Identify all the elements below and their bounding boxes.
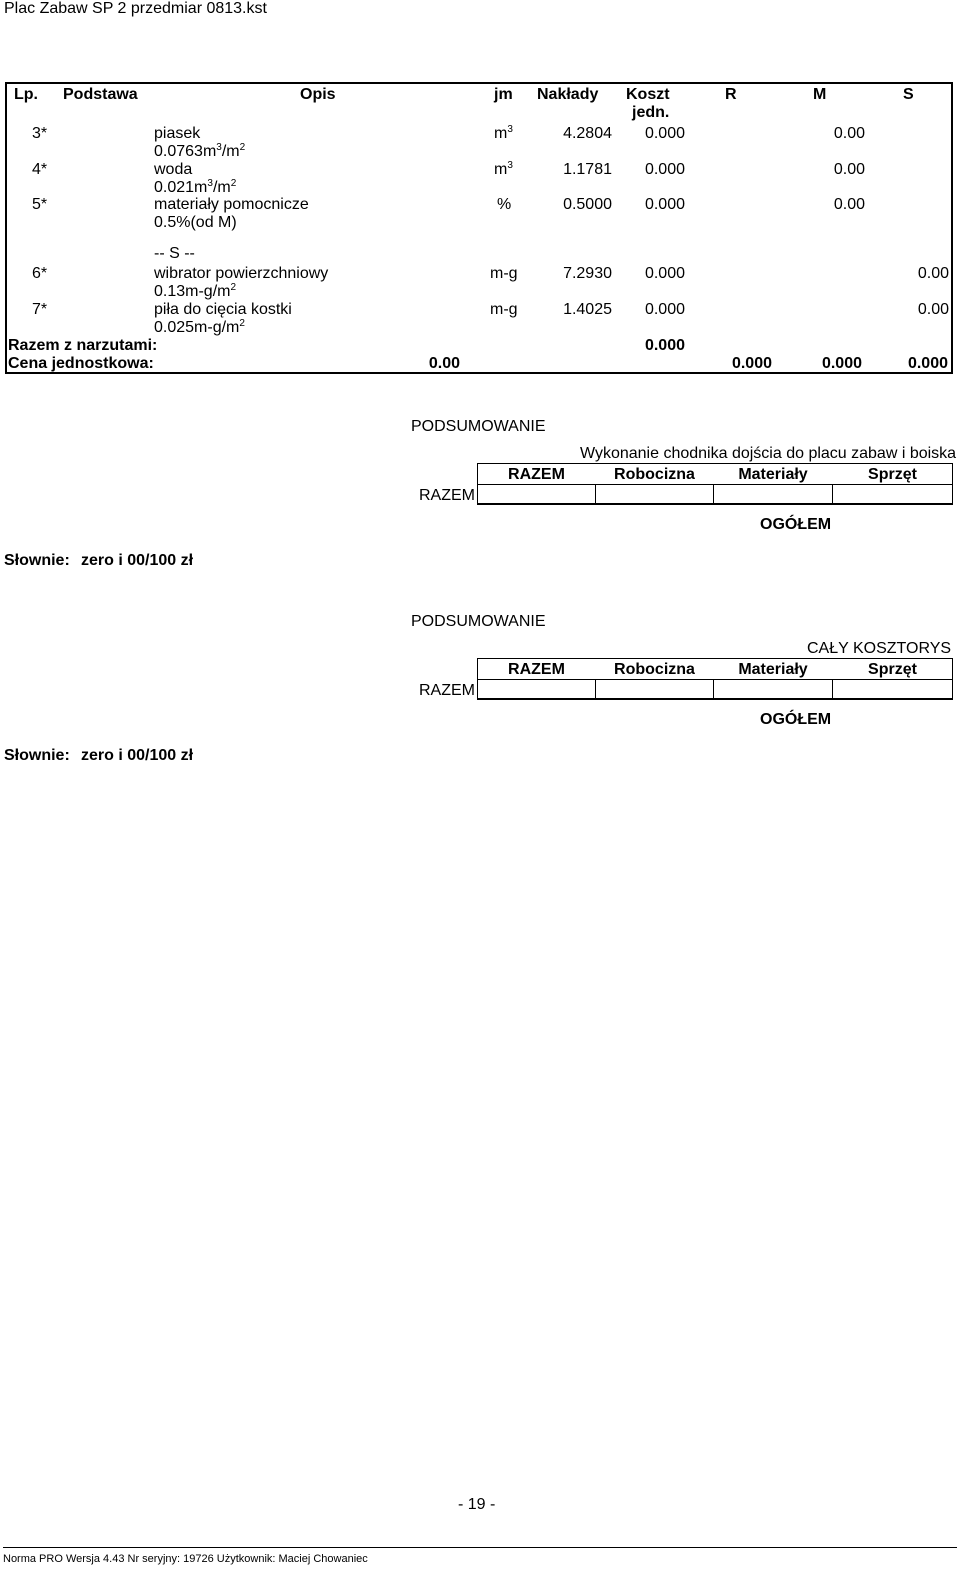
summary-col-materialy: Materiały <box>738 466 808 483</box>
cena-r: 0.000 <box>731 355 772 372</box>
summary-col-robocizna: Robocizna <box>614 466 695 483</box>
row-lp: 7* <box>32 301 48 318</box>
header-s: S <box>903 86 914 103</box>
footer-rule <box>3 1547 957 1548</box>
row-koszt: 0.000 <box>644 265 685 282</box>
row-jm: $m^3$ <box>494 124 513 142</box>
razem-label: Razem z narzutami: <box>8 337 158 354</box>
cena-value: 0.00 <box>428 355 460 372</box>
row-s: 0.00 <box>917 301 949 318</box>
row-lp: 3* <box>32 125 48 142</box>
summary-subtitle: CAŁY KOSZTORYS <box>807 640 952 657</box>
row-s: 0.00 <box>917 265 949 282</box>
header-koszt: Koszt <box>626 86 670 103</box>
row-koszt: 0.000 <box>644 196 685 213</box>
slownie-label: Słownie: <box>4 747 70 764</box>
header-lp: Lp. <box>14 86 38 103</box>
summary-col-sprzet: Sprzęt <box>868 661 917 678</box>
cena-label: Cena jednostkowa: <box>8 355 154 372</box>
row-norm: 0.5%(od M) <box>154 214 237 231</box>
row-m: 0.00 <box>833 161 865 178</box>
row-jm: m-g <box>490 301 518 318</box>
summary-col-razem: RAZEM <box>508 661 565 678</box>
header-m: M <box>813 86 827 103</box>
summary-total-label: OGÓŁEM <box>760 711 832 728</box>
header-koszt-jedn: jedn. <box>632 104 670 121</box>
header-podstawa: Podstawa <box>63 86 138 103</box>
row-norm: $0.0763m^3/m^2$ <box>154 142 246 160</box>
page-number: - 19 - <box>458 1496 496 1513</box>
row-koszt: 0.000 <box>644 125 685 142</box>
summary-col-robocizna: Robocizna <box>614 661 695 678</box>
document-title: Plac Zabaw SP 2 przedmiar 0813.kst <box>4 0 267 17</box>
row-norm: $0.13m-g/m^2$ <box>154 282 237 300</box>
summary-col-razem: RAZEM <box>508 466 565 483</box>
header-jm: jm <box>494 86 513 103</box>
cena-s: 0.000 <box>907 355 948 372</box>
row-lp: 4* <box>32 161 48 178</box>
summary-col-sprzet: Sprzęt <box>868 466 917 483</box>
row-norm: $0.021m^3/m^2$ <box>154 178 237 196</box>
row-naklady: 1.4025 <box>563 301 612 318</box>
row-opis: wibrator powierzchniowy <box>154 265 329 282</box>
summary-heading: PODSUMOWANIE <box>411 613 546 630</box>
summary-heading: PODSUMOWANIE <box>411 418 546 435</box>
row-opis: piła do cięcia kostki <box>154 301 292 318</box>
summary-row-label: RAZEM <box>419 682 475 699</box>
row-m: 0.00 <box>833 196 865 213</box>
row-opis: materiały pomocnicze <box>154 196 309 213</box>
summary-total-label: OGÓŁEM <box>760 516 832 533</box>
footer-text: Norma PRO Wersja 4.43 Nr seryjny: 19726 Użytkownik: Maciej Chowaniec <box>3 1553 368 1565</box>
row-jm: $m^3$ <box>494 160 513 178</box>
section-label: -- S -- <box>154 245 195 262</box>
slownie-value: zero i 00/100 zł <box>81 552 194 569</box>
row-norm: $0.025m-g/m^2$ <box>154 318 245 336</box>
summary-col-materialy: Materiały <box>738 661 808 678</box>
cena-m: 0.000 <box>821 355 862 372</box>
header-naklady: Nakłady <box>537 86 599 103</box>
row-koszt: 0.000 <box>644 161 685 178</box>
summary-row-label: RAZEM <box>419 487 475 504</box>
row-jm: % <box>497 196 512 213</box>
row-naklady: 7.2930 <box>563 265 612 282</box>
slownie-value: zero i 00/100 zł <box>81 747 194 764</box>
row-m: 0.00 <box>833 125 865 142</box>
row-lp: 6* <box>32 265 48 282</box>
row-naklady: 0.5000 <box>563 196 612 213</box>
header-opis: Opis <box>300 86 336 103</box>
row-opis: piasek <box>154 125 201 142</box>
row-naklady: 4.2804 <box>563 125 612 142</box>
row-jm: m-g <box>490 265 518 282</box>
row-koszt: 0.000 <box>644 301 685 318</box>
header-r: R <box>725 86 737 103</box>
slownie-label: Słownie: <box>4 552 70 569</box>
summary-subtitle: Wykonanie chodnika dojścia do placu zabaw i boiska <box>580 445 957 462</box>
razem-value: 0.000 <box>644 337 685 354</box>
row-opis: woda <box>154 161 193 178</box>
row-lp: 5* <box>32 196 48 213</box>
row-naklady: 1.1781 <box>563 161 612 178</box>
